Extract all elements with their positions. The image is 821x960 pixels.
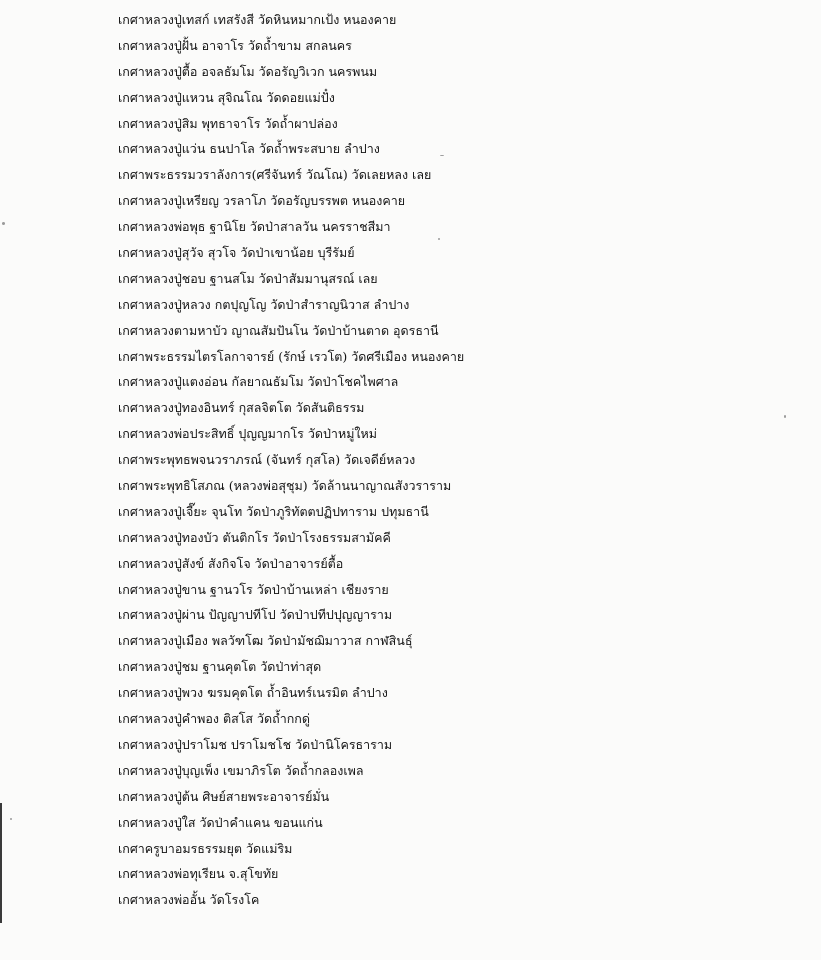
relic-list-item: เกศาหลวงปู่ต้น ศิษย์สายพระอาจารย์มั่น	[118, 788, 330, 804]
relic-list-item: เกศาพระพุทธิโสภณ (หลวงพ่อสุชุม) วัดล้านนาญาณสังวราราม	[118, 478, 452, 494]
relic-list	[118, 9, 808, 915]
relic-list-item: เกศาหลวงปู่บุญเพ็ง เขมาภิรโต วัดถ้ำกลองเพล	[118, 762, 364, 778]
scan-edge-mark	[0, 803, 2, 923]
relic-list-item: เกศาหลวงพ่อทุเรียน จ.สุโขทัย	[118, 866, 279, 882]
relic-list-item: เกศาพระธรรมวราลังการ(ศรีจันทร์ วัณโณ) วัดเลยหลง เลย	[118, 167, 432, 183]
relic-list-item: เกศาหลวงปู่ฝั้น อาจาโร วัดถ้ำขาม สกลนคร	[118, 37, 352, 53]
relic-list-item: เกศาหลวงปู่คำพอง ติสโส วัดถ้ำกกดู่	[118, 711, 310, 727]
relic-list-item: เกศาหลวงปู่ทองบัว ตันติกโร วัดป่าโรงธรรมสามัคคี	[118, 529, 391, 545]
relic-list-item: เกศาพระธรรมไตรโลกาจารย์ (รักษ์ เรวโต) วัดศรีเมือง หนองคาย	[118, 348, 465, 364]
relic-list-item: เกศาหลวงปู่แหวน สุจิณโณ วัดดอยแม่ปั๋ง	[118, 89, 335, 105]
relic-list-item: เกศาหลวงปู่แตงอ่อน กัลยาณธัมโม วัดป่าโชคไพศาล	[118, 374, 399, 390]
relic-list-item: เกศาหลวงพ่อประสิทธิ์ ปุญญมากโร วัดป่าหมู่ใหม่	[118, 426, 378, 442]
relic-list-item: เกศาหลวงพ่อพุธ ฐานิโย วัดป่าสาลวัน นครราชสีมา	[118, 219, 391, 235]
relic-list-item: เกศาหลวงปู่ขาน ฐานวโร วัดป่าบ้านเหล่า เชียงราย	[118, 581, 389, 597]
relic-list-item: เกศาหลวงตามหาบัว ญาณสัมปันโน วัดป่าบ้านตาด อุดรธานี	[118, 322, 439, 338]
relic-list-item: เกศาหลวงปู่ชอบ ฐานสโม วัดป่าสัมมานุสรณ์ เลย	[118, 270, 378, 286]
relic-list-item: เกศาหลวงปู่หลวง กตปุญโญ วัดป่าสำราญนิวาส ลำปาง	[118, 296, 410, 312]
relic-list-item: เกศาหลวงปู่พวง ฆรมคุตโต ถ้ำอินทร์เนรมิต ลำปาง	[118, 685, 388, 701]
relic-list-item: เกศาหลวงปู่เมือง พลวัฑโฒ วัดป่ามัชฌิมาวาส กาฬสินธุ์	[118, 633, 413, 649]
scan-speck	[784, 415, 786, 418]
relic-list-item: เกศาหลวงปู่เทสก์ เทสรังสี วัดหินหมากเป้ง หนองคาย	[118, 12, 397, 27]
relic-list-item: เกศาหลวงปู่ผ่าน ปัญญาปทีโป วัดป่าปทีปปุญญาราม	[118, 607, 393, 623]
relic-list-item: เกศาหลวงปู่สิม พุทธาจาโร วัดถ้ำผาปล่อง	[118, 115, 338, 131]
scan-speck	[2, 222, 5, 225]
relic-list-item: เกศาหลวงปู่สังข์ สังกิจโจ วัดป่าอาจารย์ตื้อ	[118, 555, 344, 571]
scan-speck	[438, 238, 440, 240]
relic-list-item: เกศาพระพุทธพจนวราภรณ์ (จันทร์ กุสโล) วัดเจดีย์หลวง	[118, 452, 416, 468]
relic-list-item: เกศาหลวงปู่ใส วัดป่าคำแคน ขอนแก่น	[118, 814, 323, 830]
relic-list-item: เกศาหลวงปู่เจี๊ยะ จุนโท วัดป่าภูริทัตตปฏิปทาราม ปทุมธานี	[118, 503, 429, 519]
relic-list-item: เกศาหลวงปู่เหรียญ วรลาโภ วัดอรัญบรรพต หนองคาย	[118, 193, 406, 209]
relic-list-item: เกศาหลวงปู่แว่น ธนปาโล วัดถ้ำพระสบาย ลำปาง	[118, 141, 380, 157]
relic-list-item: เกศาหลวงปู่สุวัจ สุวโจ วัดป่าเขาน้อย บุรีรัมย์	[118, 245, 355, 261]
relic-list-item: เกศาหลวงพ่ออั้น วัดโรงโค	[118, 892, 260, 908]
scan-speck	[10, 818, 12, 820]
relic-list-item: เกศาหลวงปู่ชม ฐานคุตโต วัดป่าท่าสุด	[118, 659, 322, 675]
relic-list-item: เกศาครูบาอมรธรรมยุต วัดแม่ริม	[118, 840, 293, 856]
relic-list-item: เกศาหลวงปู่ทองอินทร์ กุสลจิตโต วัดสันติธรรม	[118, 400, 365, 416]
scan-speck	[440, 155, 444, 156]
relic-list-item: เกศาหลวงปู่ปราโมช ปราโมชโช วัดป่านิโครธาราม	[118, 736, 393, 752]
relic-list-item: เกศาหลวงปู่ตื้อ อจลธัมโม วัดอรัญวิเวก นครพนม	[118, 63, 378, 79]
